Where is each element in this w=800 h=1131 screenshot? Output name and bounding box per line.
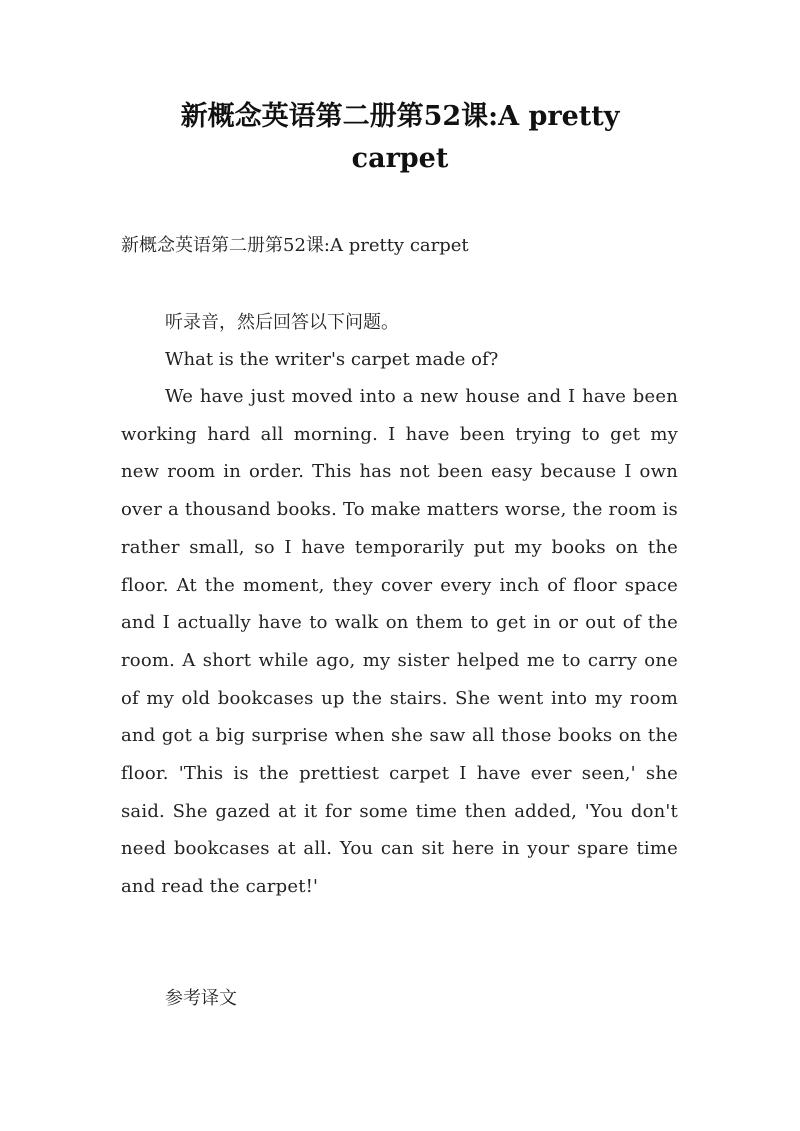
document-title: 新概念英语第二册第52课:A pretty carpet: [180, 101, 620, 174]
reference-translation-heading: 参考译文: [165, 988, 237, 1009]
lesson-text: We have just moved into a new house and I have been working hard all morning. I have been trying to get my new room in order. This has not been easy because I own over a thousand books. To make matters worse, the room is rather small, so I have temporarily put my books on the floor. At the moment, they cover every inch of floor space and I actually have to walk on them to get in or out of the room. A short while ago, my sister helped me to carry one of my old bookcases up the stairs. She went into my room and got a big surprise when she saw all those books on the floor. 'This is the prettiest carpet I have ever seen,' she said. She gazed at it for some time then added, 'You don't need bookcases at all. You can sit here in your spare time and read the carpet!': [121, 386, 678, 898]
document-subtitle: 新概念英语第二册第52课:A pretty carpet: [121, 235, 469, 256]
comprehension-question: What is the writer's carpet made of?: [165, 349, 499, 370]
listening-prompt: 听录音，然后回答以下问题。: [165, 312, 399, 333]
